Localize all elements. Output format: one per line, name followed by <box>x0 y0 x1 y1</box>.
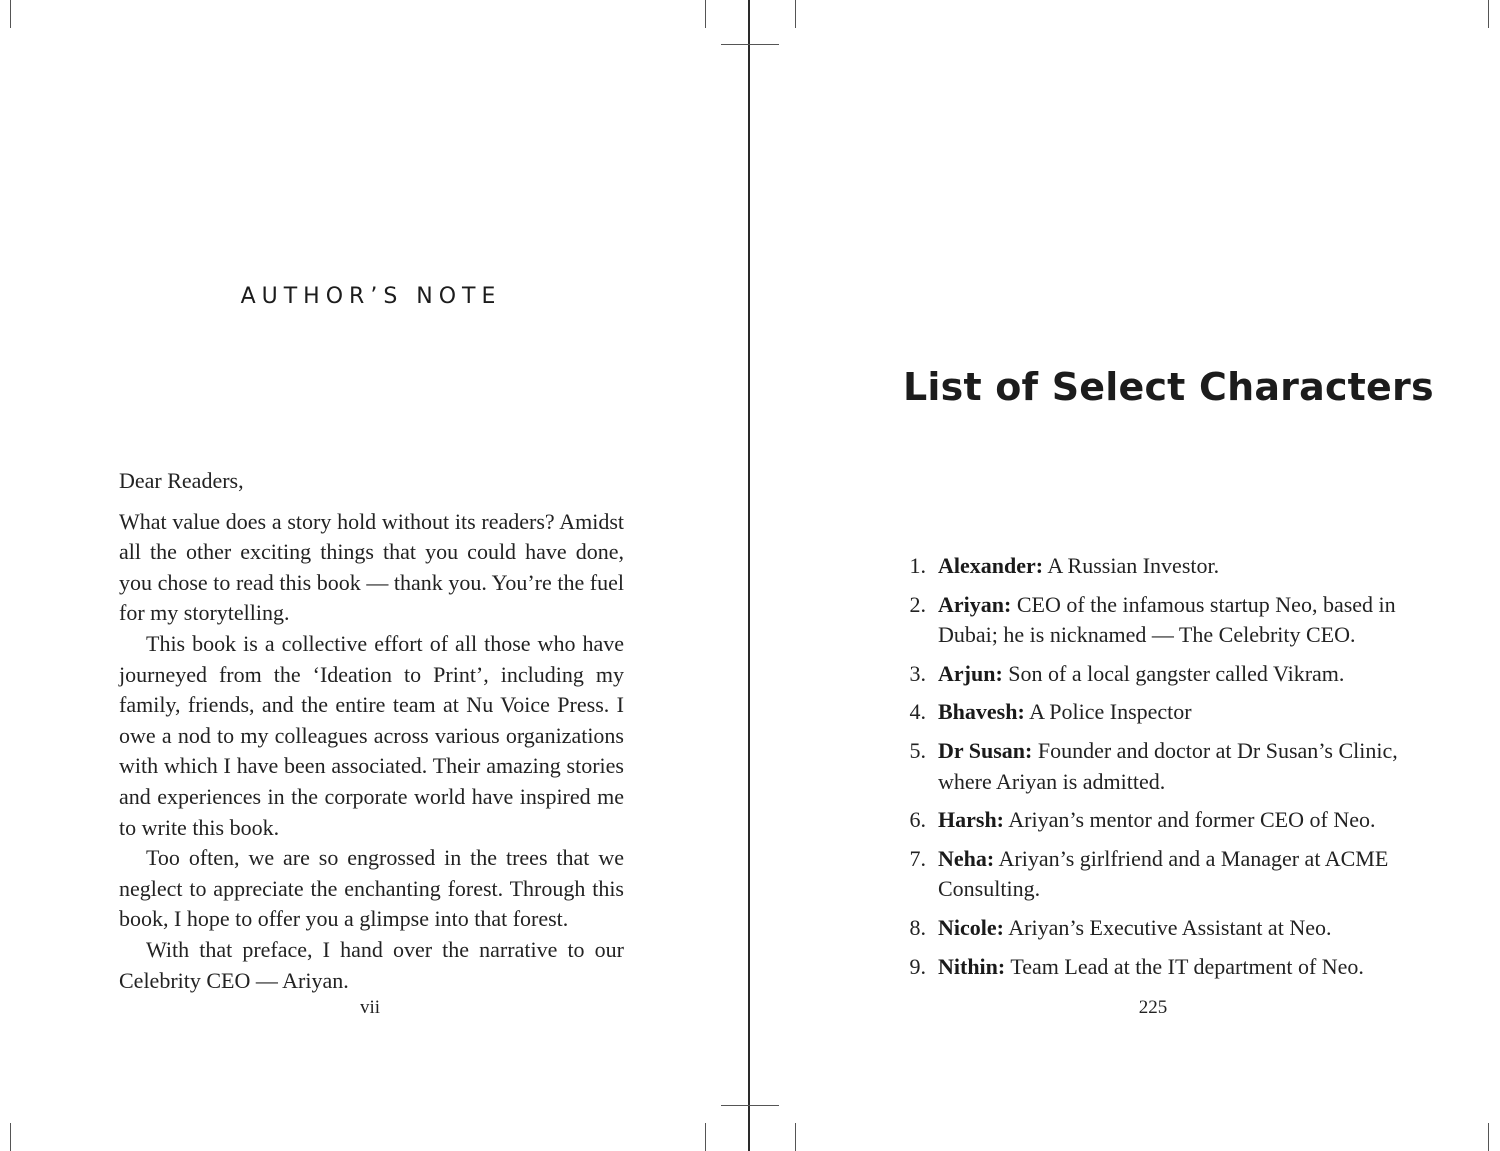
character-item <box>900 844 1406 905</box>
list-number: 2. <box>909 591 926 617</box>
character-name: Harsh: <box>938 807 1004 833</box>
character-name: Nicole: <box>938 914 1004 940</box>
list-number: 3. <box>909 660 926 686</box>
note-paragraph: This book is a collective effort of all those who have journeyed from the ‘Ideation to Print’, including my family, friends, and the entire team at Nu Voice Press. I owe a nod to my colleagues across various organizations with which I have been associated. Their amazing stories and experiences in the corporate world have inspired me to write this book. <box>119 630 624 840</box>
character-name: Arjun: <box>938 660 1003 686</box>
list-number: 7. <box>909 845 926 871</box>
list-number: 6. <box>909 807 926 833</box>
character-description: CEO of the infamous startup Neo, based in Dubai; he is nicknamed — The Celebrity CEO. <box>938 591 1396 648</box>
character-item <box>900 952 1406 983</box>
list-number: 8. <box>909 914 926 940</box>
crop-mark <box>1488 0 1489 28</box>
character-item <box>900 551 1406 582</box>
character-item <box>900 697 1406 728</box>
crop-mark <box>10 0 11 28</box>
character-name: Neha: <box>938 845 995 871</box>
character-list <box>900 551 1406 990</box>
character-name: Bhavesh: <box>938 699 1025 725</box>
character-name: Ariyan: <box>938 591 1012 617</box>
crop-mark <box>705 1123 706 1151</box>
author-note-body <box>119 466 624 996</box>
salutation: Dear Readers, <box>119 468 244 493</box>
crop-mark <box>795 1123 796 1151</box>
character-description: A Police Inspector <box>1024 699 1192 725</box>
crop-mark <box>795 0 796 28</box>
list-number: 9. <box>909 953 926 979</box>
character-description: Son of a local gangster called Vikram. <box>1002 660 1345 686</box>
character-name: Dr Susan: <box>938 737 1033 763</box>
characters-heading: List of Select Characters <box>903 365 1434 409</box>
character-name: Alexander: <box>938 553 1044 578</box>
crop-mark <box>705 0 706 28</box>
list-number: 5. <box>909 737 926 763</box>
character-description: Team Lead at the IT department of Neo. <box>1005 953 1364 979</box>
character-description: Ariyan’s girlfriend and a Manager at ACME Consulting. <box>938 845 1389 902</box>
character-item <box>900 590 1406 651</box>
character-description: Ariyan’s mentor and former CEO of Neo. <box>1004 807 1376 833</box>
character-item <box>900 805 1406 836</box>
note-paragraph: What value does a story hold without its readers? Amidst all the other exciting things that you could have done, you chose to read this book — thank you. You’re the fuel for my storytelling. <box>119 508 624 626</box>
character-description: A Russian Investor. <box>1043 553 1220 578</box>
page-number-left: vii <box>359 997 381 1018</box>
character-description: Founder and doctor at Dr Susan’s Clinic, where Ariyan is admitted. <box>938 737 1398 794</box>
note-paragraph: With that preface, I hand over the narrative to our Celebrity CEO — Ariyan. <box>119 936 624 993</box>
list-number: 1. <box>909 553 926 578</box>
character-item <box>900 659 1406 690</box>
character-item <box>900 736 1406 797</box>
character-name: Nithin: <box>938 953 1006 979</box>
author-note-heading: AUTHOR’S NOTE <box>240 284 502 309</box>
list-number: 4. <box>909 699 926 725</box>
character-description: Ariyan’s Executive Assistant at Neo. <box>1003 914 1332 940</box>
note-paragraph: Too often, we are so engrossed in the trees that we neglect to appreciate the enchanting forest. Through this book, I hope to offer you a glimpse into that forest. <box>119 845 624 932</box>
crop-mark <box>1488 1123 1489 1151</box>
left-page <box>0 0 748 1151</box>
page-number-right: 225 <box>1138 997 1168 1018</box>
character-item <box>900 913 1406 944</box>
crop-mark <box>721 1105 779 1106</box>
book-gutter <box>748 0 750 1151</box>
crop-mark <box>10 1123 11 1151</box>
crop-mark <box>721 44 779 45</box>
